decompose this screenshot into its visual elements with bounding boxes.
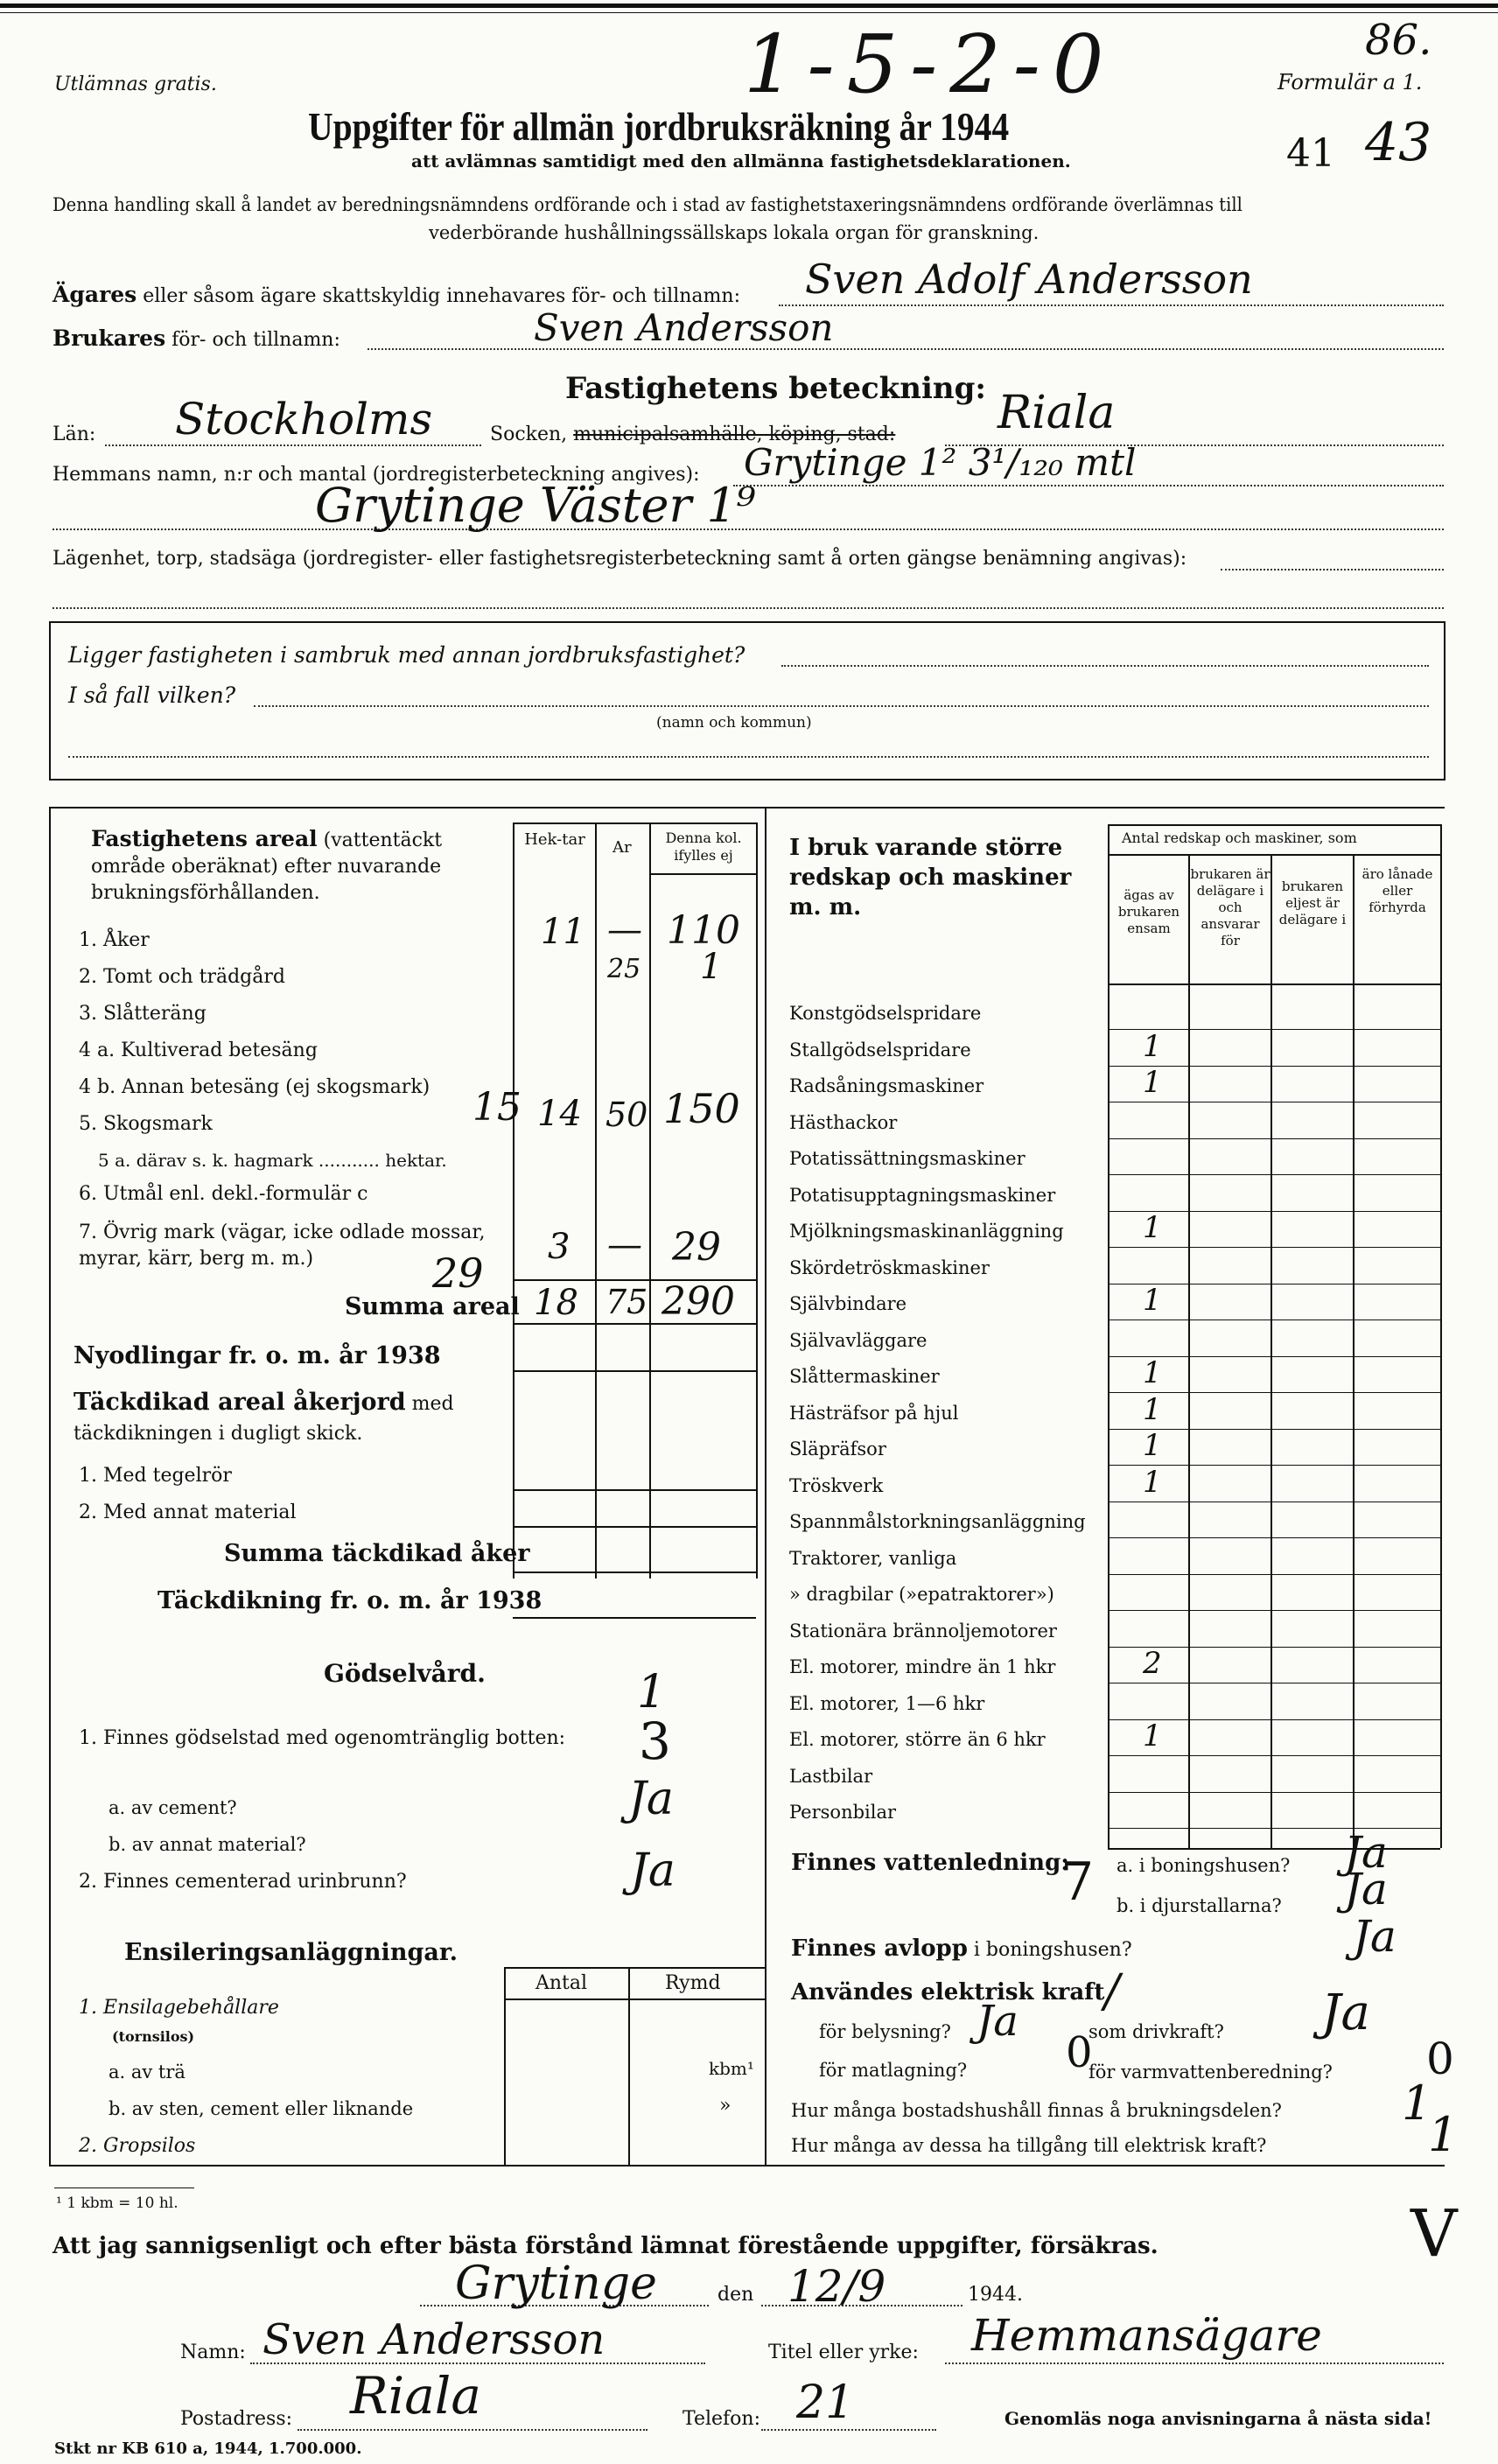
printer-note: Stkt nr KB 610 a, 1944, 1.700.000.	[54, 2440, 362, 2458]
date-value[interactable]: 12/9	[788, 2261, 886, 2312]
table-top-rule	[49, 807, 1445, 808]
areal-col-divider-1	[513, 822, 514, 1578]
col-kol: Denna kol. ifylles ej	[665, 830, 742, 864]
redskap-row-rule	[1108, 1537, 1440, 1538]
redskap-row-label: Självbindare	[789, 1293, 907, 1314]
redskap-col-group: Antal redskap och maskiner, som	[1122, 830, 1357, 846]
redskap-row-value[interactable]: 1	[1143, 1355, 1162, 1390]
redskap-row-label: » dragbilar (»epatraktorer»)	[789, 1584, 1054, 1605]
sambruk-q1: Ligger fastigheten i sambruk med annan jordbruksfastighet?	[68, 642, 746, 668]
godsel-a1[interactable]: Ja	[628, 1773, 674, 1825]
godsel-q1b: b. av annat material?	[108, 1834, 306, 1855]
redskap-row-label: Hästräfsor på hjul	[789, 1403, 959, 1424]
summa-hektar[interactable]: 18	[534, 1283, 578, 1323]
redskap-row-rule	[1108, 1683, 1440, 1684]
varmvatten-label: för varmvattenberedning?	[1088, 2062, 1333, 2082]
lagenhet-dots	[1221, 569, 1444, 570]
vatten-b-val[interactable]: Ja	[1344, 1864, 1388, 1914]
godsel-q1: 1. Finnes gödselstad med ogenomtränglig botten:	[79, 1727, 566, 1749]
tackdikning-rule	[513, 1617, 756, 1619]
redskap-row-label: Självavläggare	[789, 1330, 928, 1351]
page-subtitle: att avlämnas samtidigt med den allmänna fastighetsdeklarationen.	[411, 150, 1071, 172]
redskap-header-top	[1108, 824, 1440, 826]
telefon-dots	[761, 2429, 936, 2431]
tomt-kol: 1	[700, 947, 723, 987]
redskap-col-1	[1188, 854, 1190, 1848]
margin-15: 15	[472, 1085, 522, 1130]
redskap-row-label: Mjölkningsmaskinanläggning	[789, 1221, 1064, 1242]
areal-row-4b: 4 b. Annan betesäng (ej skogsmark)	[79, 1076, 430, 1098]
lan-value[interactable]: Stockholms	[175, 394, 433, 444]
sambruk-dots-2	[254, 705, 1429, 707]
redskap-col-3-label: brukaren eljest är delägare i	[1278, 878, 1347, 928]
redskap-header-mid	[1108, 854, 1440, 856]
tillgang-q: Hur många av dessa ha tillgång till elektrisk kraft?	[791, 2135, 1267, 2156]
user-label-rest: för- och tillnamn:	[172, 329, 340, 351]
skog-kol: 150	[663, 1085, 740, 1132]
summa-areal-label: Summa areal	[345, 1293, 520, 1320]
skog-hektar[interactable]: 14	[537, 1094, 582, 1134]
skog-ar[interactable]: 50	[606, 1096, 648, 1134]
redskap-col-1-label: ägas av brukaren ensam	[1117, 887, 1180, 936]
vatten-a: a. i boningshusen?	[1116, 1855, 1291, 1876]
namn-value[interactable]: Sven Andersson	[262, 2315, 606, 2364]
godsel-q1a: a. av cement?	[108, 1797, 237, 1818]
telefon-value[interactable]: 21	[796, 2376, 855, 2429]
top-rule-thin	[0, 12, 1498, 13]
nyodling-rule	[513, 1370, 756, 1372]
varmvatten-val[interactable]: 0	[1426, 2034, 1454, 2084]
tackdikning-label: Täckdikning fr. o. m. år 1938	[158, 1587, 542, 1614]
user-line	[52, 326, 340, 351]
tackdikad-bold: Täckdikad areal åkerjord	[74, 1389, 406, 1416]
redskap-col-2-label: brukaren är delägare i och ansvarar för	[1190, 866, 1270, 948]
sambruk-note: (namn och kommun)	[656, 714, 812, 732]
areal-heading-bold: Fastighetens areal	[91, 826, 318, 851]
redskap-row-label: Skördetröskmaskiner	[789, 1257, 990, 1278]
footnote: ¹ 1 kbm = 10 hl.	[56, 2194, 178, 2212]
ens-r1: 1. Ensilagebehållare	[79, 1997, 279, 2019]
ens-col-1	[504, 1967, 506, 2165]
redskap-col-4	[1440, 824, 1442, 1848]
left-frame	[49, 807, 51, 2165]
redskap-row-label: Traktorer, vanliga	[789, 1548, 957, 1569]
user-value[interactable]: Sven Andersson	[534, 306, 834, 349]
vatten-label: Finnes vattenledning:	[791, 1850, 1069, 1876]
code-a: 41	[1286, 131, 1335, 176]
areal-row-2: 2. Tomt och trädgård	[79, 966, 285, 988]
sambruk-dots-1	[781, 665, 1429, 667]
tackdikad-rest: med täckdikningen i dugligt skick.	[74, 1393, 454, 1445]
postadress-dots	[298, 2429, 648, 2431]
center-divider	[765, 807, 766, 2165]
owner-line	[52, 282, 740, 307]
ens-r2: 2. Gropsilos	[79, 2135, 196, 2157]
summa-ar[interactable]: 75	[606, 1283, 648, 1321]
redskap-table-bottom	[1108, 1848, 1440, 1850]
lagenhet-dots-2	[52, 607, 1444, 609]
el-mark: /	[1104, 1965, 1120, 2018]
avlopp-bold: Finnes avlopp	[791, 1936, 968, 1962]
areal-row-1: 1. Åker	[79, 929, 150, 951]
ens-r1b-unit: »	[719, 2095, 732, 2117]
redskap-col-3	[1353, 854, 1354, 1848]
page-title: Uppgifter för allmän jordbruksräkning år 1944	[308, 104, 1010, 149]
redskap-row-rule	[1108, 1610, 1440, 1611]
redskap-col-0	[1108, 824, 1110, 1848]
vatten-mark: 7	[1060, 1852, 1095, 1913]
godsel-mark-1: 1	[637, 1666, 667, 1718]
redskap-col-2	[1270, 854, 1272, 1848]
ens-col-antal: Antal	[536, 1972, 588, 1994]
titel-value[interactable]: Hemmansägare	[971, 2310, 1322, 2361]
tackdikad-heading	[74, 1388, 511, 1449]
redskap-row-label: El. motorer, större än 6 hkr	[789, 1729, 1046, 1750]
lagenhet-label: Lägenhet, torp, stadsäga (jordregister- eller fastighetsregisterbeteckning samt å orten gängse benämning angivas):	[52, 548, 1187, 570]
areal-row-4a: 4 a. Kultiverad betesäng	[79, 1040, 318, 1061]
gratis-note: Utlämnas gratis.	[54, 74, 217, 95]
ens-r1a: a. av trä	[108, 2062, 186, 2082]
check-mark: V	[1410, 2196, 1458, 2272]
redskap-row-rule	[1108, 1247, 1440, 1248]
areal-row-5a: 5 a. därav s. k. hagmark ........... hektar.	[98, 1150, 447, 1171]
titel-dots	[945, 2362, 1444, 2364]
place-value[interactable]: Grytinge	[455, 2258, 657, 2310]
tegelror-label: 1. Med tegelrör	[79, 1465, 232, 1487]
redskap-row-label: Lastbilar	[789, 1766, 873, 1787]
avlopp-line	[791, 1936, 1132, 1962]
redskap-row-label: Hästhackor	[789, 1112, 898, 1133]
redskap-row-label: Personbilar	[789, 1802, 897, 1823]
areal-heading	[91, 826, 513, 906]
titel-label: Titel eller yrke:	[768, 2342, 919, 2363]
redskap-row-value[interactable]: 1	[1143, 1065, 1162, 1100]
sambruk-dots-3	[68, 756, 1429, 758]
aker-hektar[interactable]: 11	[541, 912, 585, 952]
redskap-row-value[interactable]: 1	[1143, 1465, 1162, 1500]
tillgang-val[interactable]: 1	[1428, 2107, 1459, 2162]
ens-r1b: b. av sten, cement eller liknande	[108, 2098, 414, 2119]
tomt-ar[interactable]: 25	[607, 954, 641, 984]
areal-sum-rule-2	[513, 1323, 756, 1325]
redskap-row-rule	[1108, 1574, 1440, 1575]
redskap-row-label: Radsåningsmaskiner	[789, 1075, 984, 1096]
drivkraft-val[interactable]: Ja	[1321, 1984, 1370, 2041]
hushall-val[interactable]: 1	[1402, 2076, 1432, 2131]
areal-header-bottom	[649, 873, 756, 875]
ens-col-rymd: Rymd	[665, 1972, 721, 1994]
top-rule	[0, 4, 1498, 8]
redskap-row-value[interactable]: 1	[1143, 1210, 1162, 1245]
year-label: 1944.	[968, 2284, 1023, 2306]
godsel-heading: Gödselvård.	[324, 1659, 486, 1688]
ens-header-bottom	[504, 1998, 765, 2000]
redskap-row-label: Spannmålstorkningsanläggning	[789, 1511, 1086, 1532]
redskap-row-label: Slåttermaskiner	[789, 1366, 940, 1387]
areal-header-top	[513, 822, 756, 824]
summa-tack-rule	[513, 1572, 756, 1573]
redskap-row-label: Potatisupptagningsmaskiner	[789, 1185, 1056, 1206]
redskap-row-rule	[1108, 1792, 1440, 1793]
den-label: den	[718, 2284, 754, 2306]
areal-row-7: 7. Övrig mark (vägar, icke odlade mossar, myrar, kärr, berg m. m.)	[79, 1222, 486, 1270]
sambruk-q2: I så fall vilken?	[68, 682, 236, 708]
owner-dots	[779, 304, 1444, 306]
avlopp-val[interactable]: Ja	[1353, 1911, 1396, 1962]
redskap-row-label: Tröskverk	[789, 1475, 884, 1496]
form-label: Formulär a 1.	[1278, 70, 1423, 94]
matlagning-label: för matlagning?	[819, 2060, 968, 2081]
telefon-label: Telefon:	[682, 2408, 761, 2430]
code-b: 43	[1365, 112, 1432, 173]
redskap-row-rule	[1108, 1174, 1440, 1175]
areal-col-divider-4	[756, 822, 758, 1578]
user-label: Brukares	[52, 326, 166, 351]
corner-number: 86.	[1365, 16, 1432, 65]
areal-row-5: 5. Skogsmark	[79, 1113, 213, 1135]
ens-col-2	[628, 1967, 630, 2165]
postadress-label: Postadress:	[180, 2408, 293, 2430]
areal-col-divider-3	[649, 822, 651, 1578]
lan-label: Län:	[52, 424, 96, 445]
redskap-row-label: El. motorer, mindre än 1 hkr	[789, 1656, 1056, 1677]
godsel-q2: 2. Finnes cementerad urinbrunn?	[79, 1871, 407, 1893]
redskap-row-value[interactable]: 1	[1143, 1392, 1162, 1427]
redskap-row-value[interactable]: 2	[1143, 1646, 1162, 1681]
godsel-mark-3: 3	[639, 1712, 671, 1771]
areal-row-3: 3. Slåtteräng	[79, 1003, 206, 1025]
col-ar: Ar	[612, 838, 632, 857]
nyodling-label: Nyodlingar fr. o. m. år 1938	[74, 1342, 441, 1369]
redskap-row-label: Potatissättningsmaskiner	[789, 1148, 1026, 1169]
ovrig-kol: 29	[672, 1225, 721, 1270]
ovrig-hektar[interactable]: 3	[548, 1227, 570, 1267]
areal-heading-rest: (vattentäckt område oberäknat) efter nuvarande brukningsförhållanden.	[91, 830, 443, 904]
col-hektar: Hek-tar	[524, 830, 585, 849]
postadress-value[interactable]: Riala	[350, 2366, 481, 2426]
margin-29: 29	[432, 1250, 484, 1297]
redskap-row-label: El. motorer, 1—6 hkr	[789, 1693, 985, 1714]
godsel-a2[interactable]: Ja	[630, 1844, 676, 1897]
aker-kol: 110	[667, 908, 740, 953]
belysning-val[interactable]: Ja	[976, 1997, 1018, 2046]
redskap-header-bottom	[1108, 984, 1440, 985]
avlopp-rest: i boningshusen?	[973, 1939, 1132, 1961]
redskap-row-label: Stationära brännoljemotorer	[789, 1620, 1057, 1642]
instruction-2: vederbörande hushållningssällskaps lokala organ för granskning.	[429, 222, 1040, 243]
redskap-heading: I bruk varande större redskap och maskiner m. m.	[789, 835, 1072, 920]
belysning-label: för belysning?	[819, 2021, 951, 2042]
redskap-row-rule	[1108, 1755, 1440, 1756]
redskap-row-label: Konstgödselspridare	[789, 1003, 982, 1024]
matlagning-val[interactable]: 0	[1066, 2028, 1093, 2077]
redskap-row-label: Stallgödselspridare	[789, 1040, 971, 1060]
aker-ar[interactable]: —	[607, 910, 642, 950]
redskap-row-rule	[1108, 1138, 1440, 1139]
hushall-q: Hur många bostadshushåll finnas å brukningsdelen?	[791, 2100, 1282, 2121]
owner-label: Ägares	[52, 282, 137, 307]
annat-rule	[513, 1526, 756, 1528]
redskap-row-rule	[1108, 1828, 1440, 1829]
namn-label: Namn:	[180, 2342, 246, 2363]
user-dots	[368, 348, 1444, 350]
ens-header-top	[504, 1967, 765, 1969]
hemman-value-2[interactable]: Grytinge Väster 1⁹	[315, 478, 756, 533]
owner-label-rest: eller såsom ägare skattskyldig innehavares för- och tillnamn:	[143, 285, 740, 307]
ens-r1-sub: (tornsilos)	[112, 2028, 195, 2045]
redskap-row-value[interactable]: 1	[1143, 1718, 1162, 1754]
tegelror-rule	[513, 1489, 756, 1491]
hemman-label: Hemmans namn, n:r och mantal (jordregisterbeteckning angives):	[52, 464, 700, 486]
assurance: Att jag sannigsenligt och efter bästa förstånd lämnat förestående uppgifter, försäkras.	[52, 2233, 1158, 2259]
areal-row-6: 6. Utmål enl. dekl.-formulär c	[79, 1183, 368, 1205]
redskap-col-4-label: äro lånade eller förhyrda	[1362, 866, 1433, 915]
socken-struck: municipalsamhälle, köping, stad:	[573, 424, 896, 445]
redskap-row-value[interactable]: 1	[1143, 1428, 1162, 1463]
el-heading: Användes elektrisk kraft	[791, 1979, 1105, 2006]
genomlas-note: Genomläs noga anvisningarna å nästa sida!	[1004, 2408, 1432, 2429]
hemman-value[interactable]: Grytinge 1² 3¹/₁₂₀ mtl	[744, 441, 1137, 484]
summa-tack-label: Summa täckdikad åker	[224, 1540, 530, 1567]
redskap-row-value[interactable]: 1	[1143, 1283, 1162, 1318]
instruction-1: Denna handling skall å landet av beredningsnämndens ordförande och i stad av fastighetstaxeringsnämndens ordförande överlämnas till	[52, 194, 1242, 215]
hemman-dots	[733, 485, 1444, 486]
vatten-b: b. i djurstallarna?	[1116, 1895, 1282, 1916]
lan-dots	[105, 444, 481, 446]
annat-label: 2. Med annat material	[79, 1502, 297, 1523]
drivkraft-label: som drivkraft?	[1088, 2021, 1224, 2042]
vatten-a-val[interactable]: Ja	[1344, 1827, 1388, 1878]
areal-col-divider-2	[595, 822, 597, 1578]
ovrig-ar[interactable]: —	[607, 1225, 642, 1265]
socken-label-text: Socken,	[490, 424, 568, 445]
owner-value[interactable]: Sven Adolf Andersson	[805, 256, 1253, 303]
redskap-row-value[interactable]: 1	[1143, 1029, 1162, 1064]
handwritten-number: 1-5-2-0	[744, 18, 1116, 111]
property-heading: Fastighetens beteckning:	[565, 371, 986, 406]
summa-kol: 290	[662, 1279, 735, 1324]
socken-value[interactable]: Riala	[998, 387, 1116, 439]
ensilering-heading: Ensileringsanläggningar.	[124, 1939, 458, 1966]
ens-r1a-unit: kbm¹	[709, 2058, 754, 2079]
table-bottom-rule	[49, 2165, 1445, 2166]
redskap-row-label: Släpräfsor	[789, 1438, 886, 1460]
